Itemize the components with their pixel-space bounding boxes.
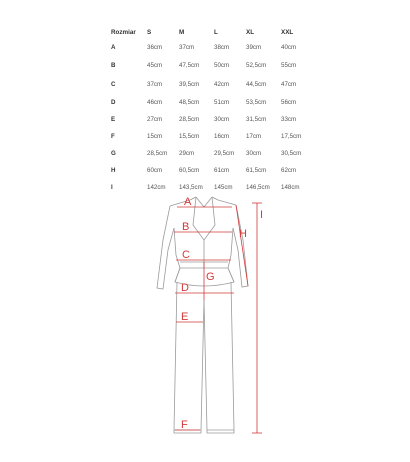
label-d: D (181, 282, 189, 294)
label-c: C (182, 249, 190, 261)
row-label: B (111, 62, 116, 69)
label-g: G (206, 271, 215, 283)
cell-l: 61cm (214, 167, 230, 174)
row-label: D (111, 99, 116, 106)
cell-l: 145cm (214, 184, 233, 191)
cell-m: 37cm (179, 44, 195, 51)
cell-xl: 52,5cm (246, 62, 267, 69)
cell-s: 45cm (147, 62, 163, 69)
cell-xxl: 47cm (281, 81, 297, 88)
header-s: S (147, 29, 152, 36)
cell-s: 27cm (147, 116, 163, 123)
header-xl: XL (246, 29, 255, 36)
row-label: C (111, 81, 116, 88)
cell-xxl: 56cm (281, 99, 297, 106)
cell-m: 15,5cm (179, 133, 200, 140)
header-m: M (179, 29, 185, 36)
cell-xl: 44,5cm (246, 81, 267, 88)
cell-xl: 30cm (246, 150, 262, 157)
label-i: I (260, 209, 264, 221)
measurement-labels (181, 196, 263, 431)
measure-line-h (236, 205, 248, 286)
cell-l: 29,5cm (214, 150, 235, 157)
label-a: A (184, 196, 192, 208)
cell-xl: 31,5cm (246, 116, 267, 123)
cell-l: 30cm (214, 116, 230, 123)
cell-m: 60,5cm (179, 167, 200, 174)
cell-m: 47,5cm (179, 62, 200, 69)
cell-xxl: 62cm (281, 167, 297, 174)
cell-l: 50cm (214, 62, 230, 69)
row-label: G (111, 150, 116, 157)
cell-xxl: 30,5cm (281, 150, 302, 157)
cell-xl: 39cm (246, 44, 262, 51)
cell-s: 37cm (147, 81, 163, 88)
label-b: B (182, 221, 190, 233)
row-label: E (111, 116, 116, 123)
label-e: E (181, 311, 189, 323)
cell-m: 48,5cm (179, 99, 200, 106)
cell-l: 38cm (214, 44, 230, 51)
cell-l: 42cm (214, 81, 230, 88)
header-xxl: XXL (281, 29, 294, 36)
row-label: F (111, 133, 115, 140)
header-size: Rozmiar (111, 29, 136, 36)
label-h: H (239, 228, 247, 240)
cell-l: 51cm (214, 99, 230, 106)
cell-xxl: 148cm (281, 184, 300, 191)
cell-s: 142cm (147, 184, 166, 191)
cell-m: 39,5cm (179, 81, 200, 88)
cell-xxl: 17,5cm (281, 133, 302, 140)
cell-m: 29cm (179, 150, 195, 157)
cell-xl: 53,5cm (246, 99, 267, 106)
label-f: F (181, 419, 188, 431)
cell-s: 36cm (147, 44, 163, 51)
cell-m: 28,5cm (179, 116, 200, 123)
row-label: I (111, 184, 113, 191)
cell-s: 46cm (147, 99, 163, 106)
cell-xl: 146,5cm (246, 184, 270, 191)
cell-s: 60cm (147, 167, 163, 174)
cell-xl: 17cm (246, 133, 262, 140)
row-label: H (111, 167, 116, 174)
cell-s: 15cm (147, 133, 163, 140)
cell-xxl: 55cm (281, 62, 297, 69)
cell-xxl: 40cm (281, 44, 297, 51)
header-l: L (214, 29, 218, 36)
cell-xxl: 33cm (281, 116, 297, 123)
cell-s: 28,5cm (147, 150, 168, 157)
cell-l: 16cm (214, 133, 230, 140)
cell-xl: 61,5cm (246, 167, 267, 174)
row-label: A (111, 44, 116, 51)
cell-m: 143,5cm (179, 184, 203, 191)
